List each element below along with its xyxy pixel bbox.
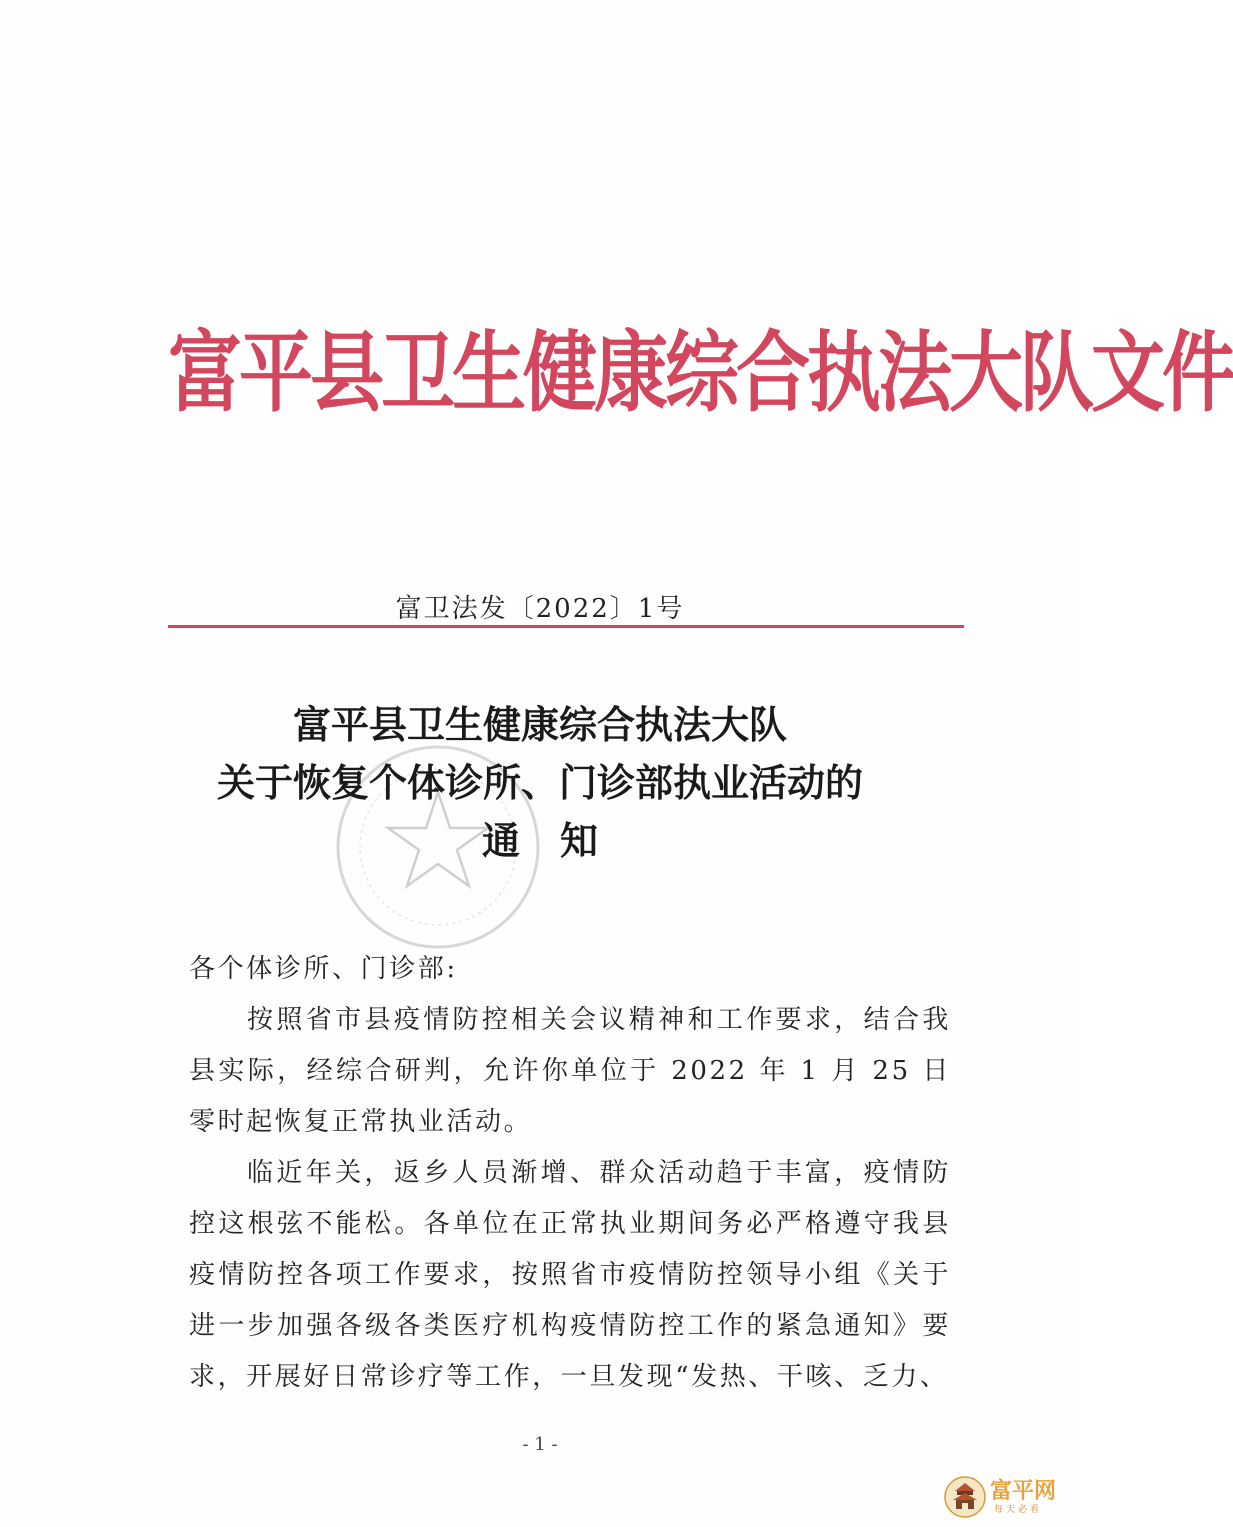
body-paragraph-1: 按照省市县疫情防控相关会议精神和工作要求，结合我县实际，经综合研判，允许你单位于 2022 年 1 月 25 日零时起恢复正常执业活动。: [189, 1005, 951, 1137]
title-line-2: 关于恢复个体诊所、门诊部执业活动的: [216, 760, 863, 805]
title-line-1: 富平县卫生健康综合执法大队: [292, 702, 787, 747]
site-watermark: [944, 1474, 1070, 1520]
salutation: 各个体诊所、门诊部:: [189, 954, 458, 984]
title-line-3: 通知: [481, 818, 638, 863]
watermark-site-name: 富平网: [990, 1479, 1057, 1504]
pagoda-logo-icon: [944, 1476, 986, 1518]
red-divider-line: [168, 625, 964, 628]
page-number: - 1 -: [522, 1434, 558, 1455]
body-paragraph-2: 临近年关，返乡人员渐增、群众活动趋于丰富，疫情防控这根弦不能松。各单位在正常执业期间务必严格遵守我县疫情防控各项工作要求，按照省市疫情防控领导小组《关于进一步加强各级各类医疗机构疫情防控工作的紧急通知》要求，开展好日常诊疗等工作，一旦发现“发热、干咳、乏力、: [189, 1158, 951, 1392]
notice-body: [189, 944, 951, 1403]
document-number: 富卫法发〔2022〕1号: [395, 594, 685, 624]
organization-header: 富平县卫生健康综合执法大队文件: [168, 322, 1233, 425]
notice-title: [0, 696, 1080, 870]
watermark-tagline: 每天必看: [994, 1505, 1043, 1515]
